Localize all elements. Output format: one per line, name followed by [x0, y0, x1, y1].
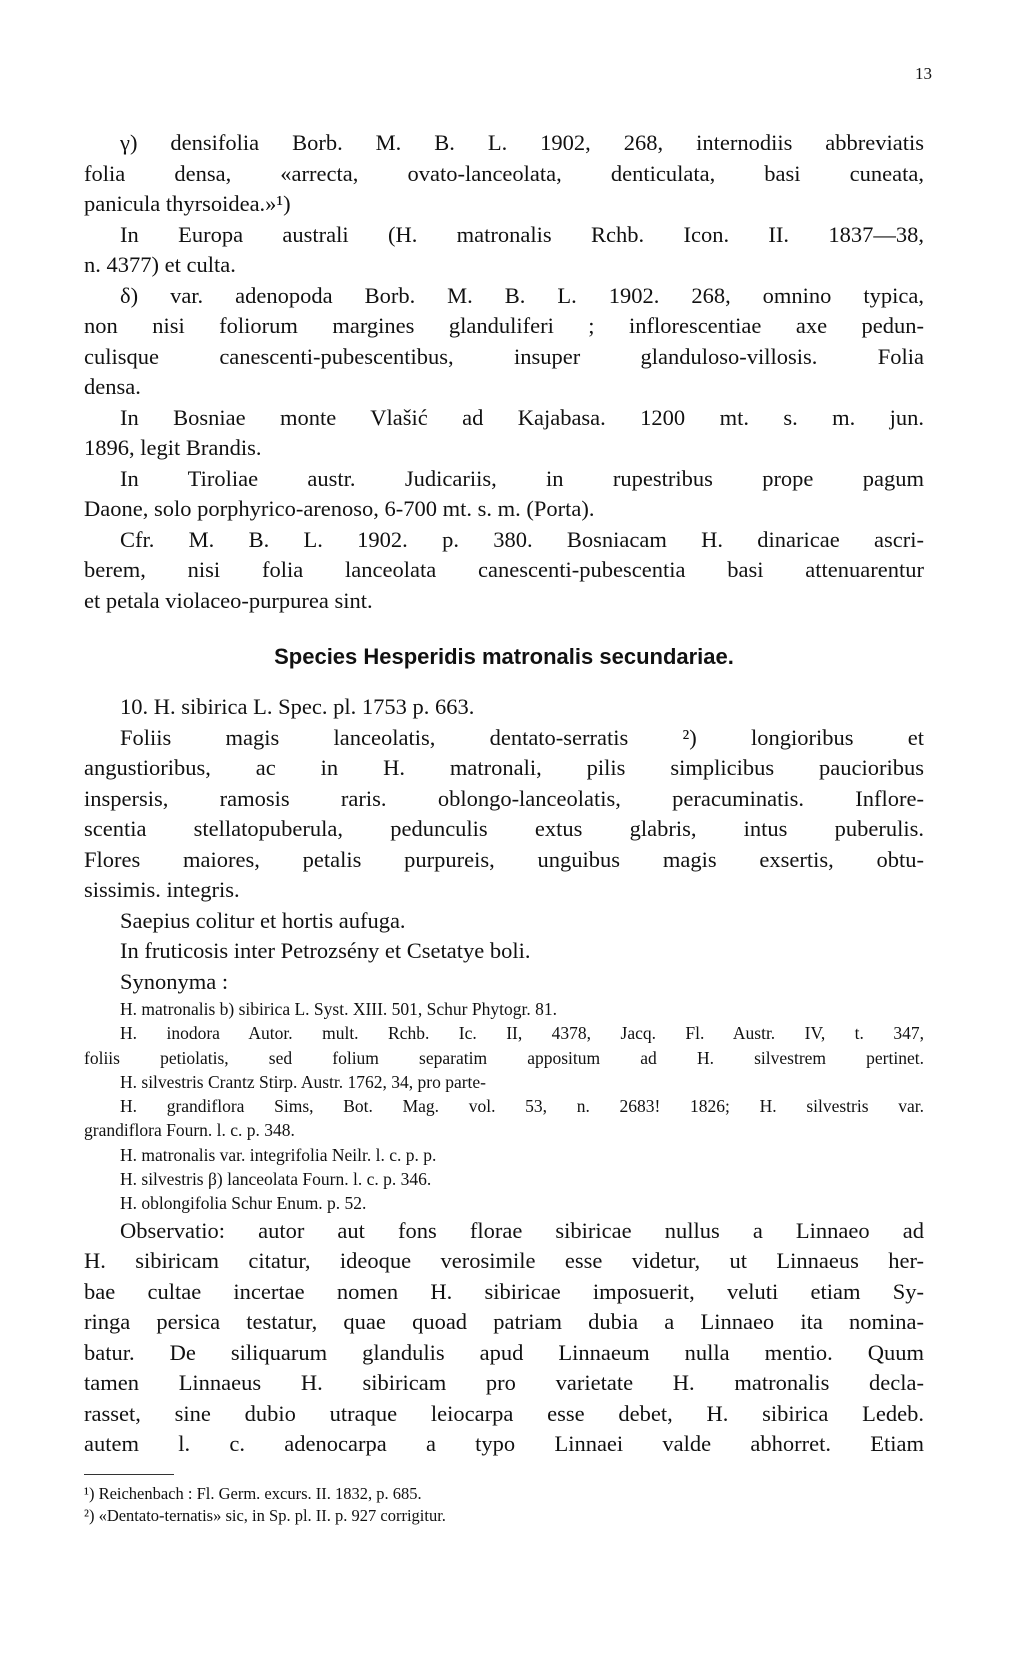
text-line: angustioribus, ac in H. matronali, pilis simplicibus paucioribus — [84, 755, 924, 780]
synonym-line: foliis petiolatis, sed folium separatim appositum ad H. silvestrem pertinet. — [84, 1047, 924, 1068]
page-body — [84, 128, 924, 1527]
text-line: n. 4377) et culta. — [84, 252, 236, 277]
text-line: tamen Linnaeus H. sibiricam pro varietate H. matronalis decla- — [84, 1370, 924, 1396]
text-line: Cfr. M. B. L. 1902. p. 380. Bosniacam H. dinaricae ascri- — [120, 526, 924, 552]
synonym-line: H. silvestris β) lanceolata Fourn. l. c. p. 346. — [120, 1169, 432, 1190]
text-line: et petala violaceo-purpurea sint. — [84, 587, 373, 613]
text-line: autem l. c. adenocarpa a typo Linnaei valde abhorret. Etiam — [84, 1431, 924, 1457]
text-line: In Bosniae monte Vlašić ad Kajabasa. 1200 mt. s. m. jun. — [120, 404, 924, 430]
text-line: Synonyma : — [120, 968, 229, 994]
synonym-line: H. inodora Autor. mult. Rchb. Ic. II, 4378, Jacq. Fl. Austr. IV, t. 347, — [120, 1023, 924, 1044]
text-line: densa. — [84, 374, 141, 399]
text-line: scentia stellatopuberula, pedunculis extus glabris, intus puberulis. — [84, 816, 924, 841]
section-heading: Species Hesperidis matronalis secundariae. — [274, 644, 734, 669]
text-line: culisque canescenti-pubescentibus, insuper glanduloso-villosis. Folia — [84, 343, 924, 369]
text-line: inspersis, ramosis raris. oblongo-lanceolatis, peracuminatis. Inflore- — [84, 785, 924, 811]
text-line: H. sibiricam citatur, ideoque verosimile esse videtur, ut Linnaeus her- — [84, 1248, 924, 1274]
text-line: In Tiroliae austr. Judicariis, in rupestribus prope pagum — [120, 465, 924, 491]
text-line: batur. De siliquarum glandulis apud Linnaeum nulla mentio. Quum — [84, 1339, 924, 1365]
text-line: In Europa australi (H. matronalis Rchb. Icon. II. 1837—38, — [120, 221, 924, 247]
text-block-species-10 — [84, 692, 924, 997]
text-line: non nisi foliorum margines glanduliferi ; inflorescentiae axe pedun- — [84, 313, 924, 338]
page-number: 13 — [915, 64, 932, 83]
text-line: ringa persica testatur, quae quoad patriam dubia a Linnaeo ita nomina- — [84, 1309, 924, 1335]
text-block-varieties — [84, 128, 924, 616]
footnotes — [84, 1483, 924, 1527]
synonym-line: grandiflora Fourn. l. c. p. 348. — [84, 1120, 295, 1141]
text-line: γ) densifolia Borb. M. B. L. 1902, 268, internodiis abbreviatis — [120, 130, 924, 155]
footnote-line: ¹) Reichenbach : Fl. Germ. excurs. II. 1832, p. 685. — [84, 1483, 422, 1503]
text-line: sissimis. integris. — [84, 877, 240, 902]
synonym-line: H. matronalis var. integrifolia Neilr. l. c. p. p. — [120, 1144, 437, 1165]
synonym-line: H. oblongifolia Schur Enum. p. 52. — [120, 1193, 367, 1214]
synonym-list — [84, 997, 924, 1216]
text-line: panicula thyrsoidea.»¹) — [84, 191, 291, 216]
synonym-line: H. silvestris Crantz Stirp. Austr. 1762, 34, pro parte- — [120, 1071, 487, 1092]
text-line: 10. H. sibirica L. Spec. pl. 1753 p. 663. — [120, 694, 475, 719]
text-line: folia densa, «arrecta, ovato-lanceolata, denticulata, basi cuneata, — [84, 160, 924, 186]
synonym-line: H. matronalis b) sibirica L. Syst. XIII. 501, Schur Phytogr. 81. — [120, 999, 557, 1019]
text-line: Saepius colitur et hortis aufuga. — [120, 907, 406, 933]
text-line: Observatio: autor aut fons florae sibiricae nullus a Linnaeo ad — [120, 1217, 924, 1243]
text-line: berem, nisi folia lanceolata canescenti-pubescentia basi attenuarentur — [84, 557, 924, 582]
text-line: In fruticosis inter Petrozsény et Csetatye boli. — [120, 938, 531, 963]
text-line: Flores maiores, petalis purpureis, unguibus magis exsertis, obtu- — [84, 846, 924, 872]
footnote-rule — [84, 1474, 174, 1475]
text-line: Foliis magis lanceolatis, dentato-serratis ²) longioribus et — [120, 724, 924, 750]
text-line: 1896, legit Brandis. — [84, 435, 262, 460]
text-line: bae cultae incertae nomen H. sibiricae imposuerit, veluti etiam Sy- — [84, 1278, 924, 1304]
text-line: Daone, solo porphyrico-arenoso, 6-700 mt. s. m. (Porta). — [84, 496, 595, 521]
footnote-line: ²) «Dentato-ternatis» sic, in Sp. pl. II. p. 927 corrigitur. — [84, 1505, 446, 1525]
text-line: rasset, sine dubio utraque leiocarpa esse debet, H. sibirica Ledeb. — [84, 1400, 924, 1426]
synonym-line: H. grandiflora Sims, Bot. Mag. vol. 53, n. 2683! 1826; H. silvestris var. — [120, 1096, 924, 1117]
text-block-observatio — [84, 1216, 924, 1460]
text-line: δ) var. adenopoda Borb. M. B. L. 1902. 268, omnino typica, — [120, 282, 924, 308]
